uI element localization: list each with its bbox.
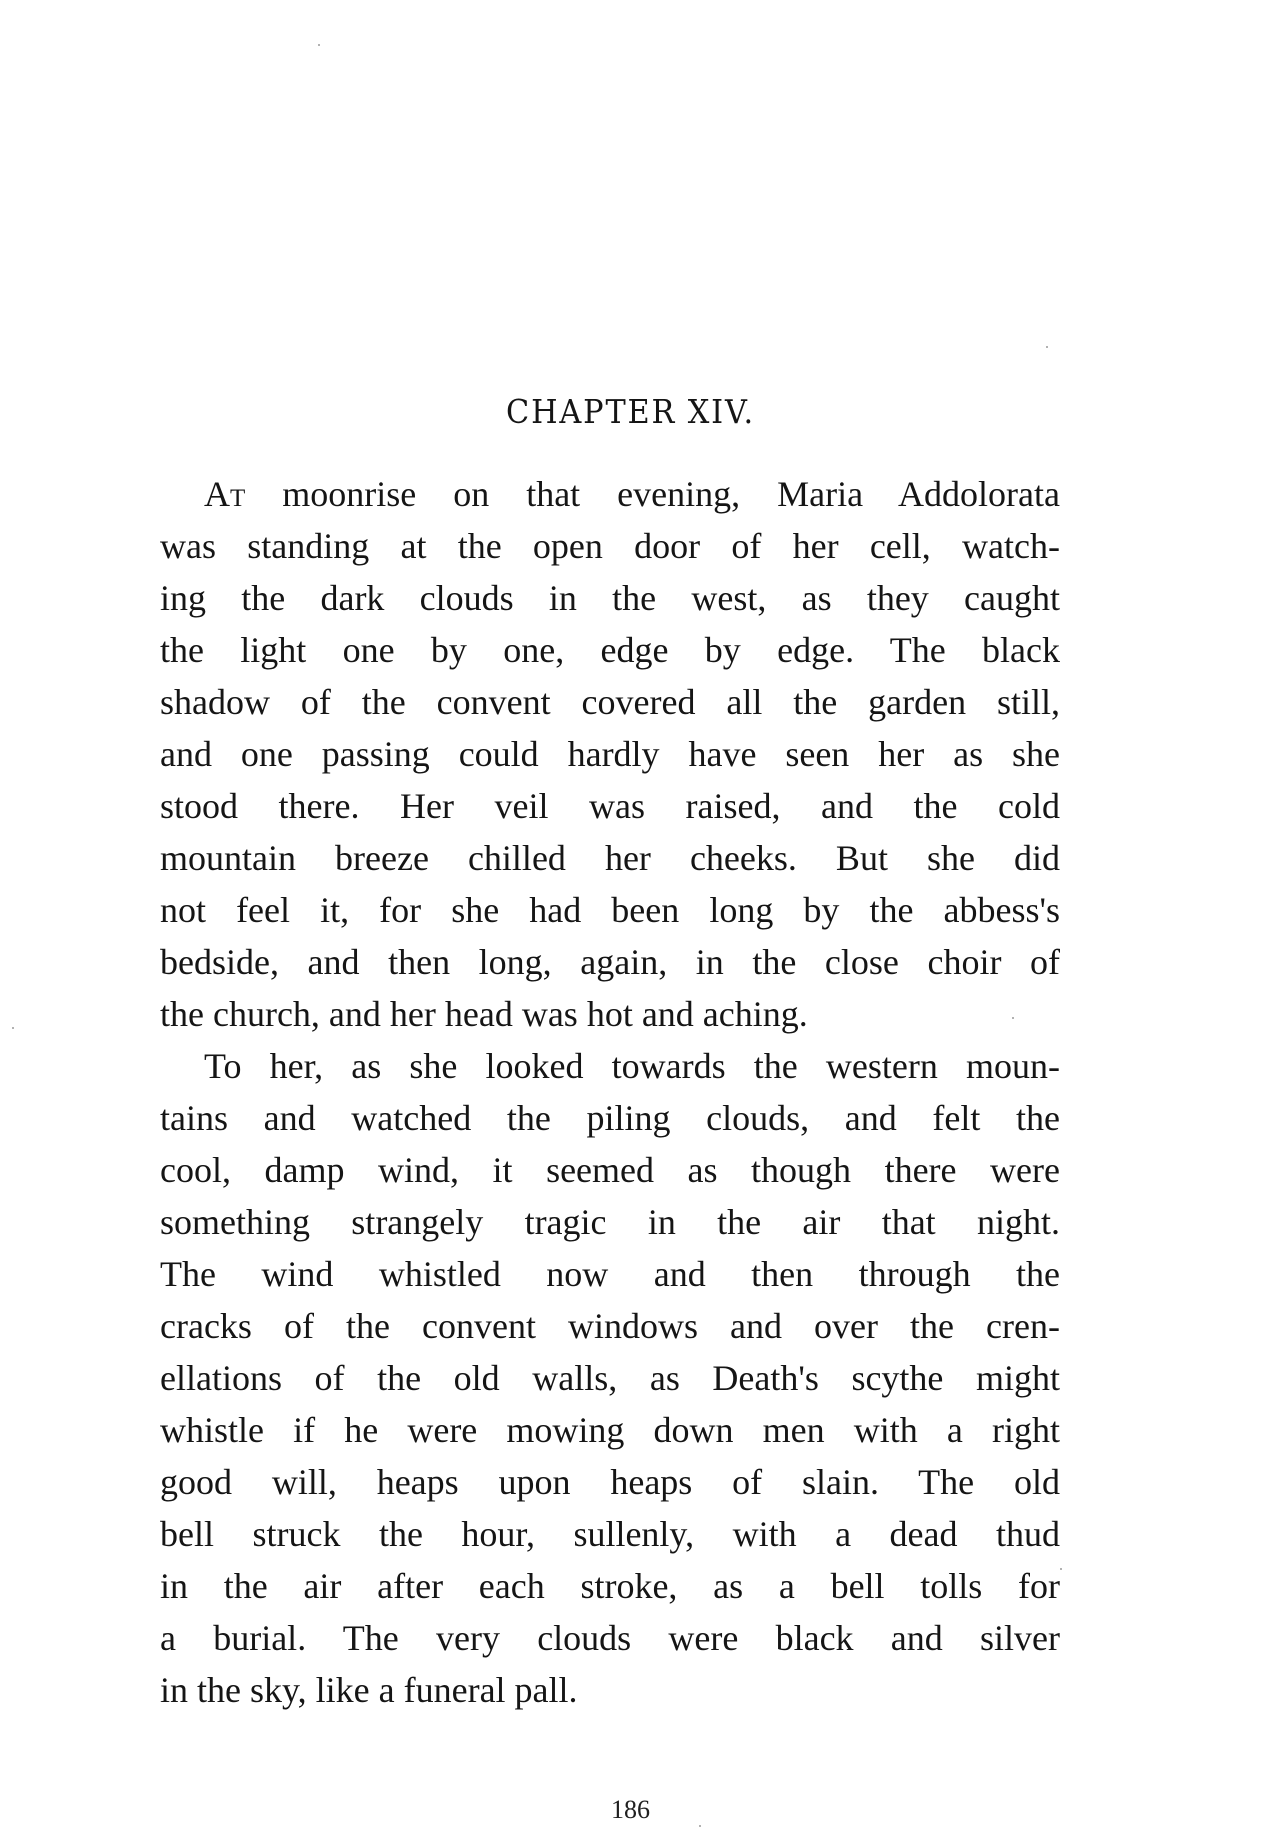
scan-speck bbox=[12, 1027, 14, 1029]
paragraph-2-line-11: in the air after each stroke, as a bell tolls for bbox=[160, 1566, 1060, 1606]
chapter-heading: CHAPTER XIV. bbox=[506, 392, 755, 431]
paragraph-2-line-12: a burial. The very clouds were black and silver bbox=[160, 1618, 1060, 1658]
paragraph-1-line-4: the light one by one, edge by edge. The black bbox=[160, 630, 1060, 670]
paragraph-2-line-2: tains and watched the piling clouds, and felt the bbox=[160, 1098, 1060, 1138]
paragraph-2-line-10: bell struck the hour, sullenly, with a dead thud bbox=[160, 1514, 1060, 1554]
paragraph-1-line-3: ing the dark clouds in the west, as they caught bbox=[160, 578, 1060, 618]
paragraph-2-line-1: To her, as she looked towards the western moun- bbox=[204, 1046, 1060, 1086]
scan-speck bbox=[1060, 1568, 1062, 1570]
paragraph-1-line-2: was standing at the open door of her cell, watch- bbox=[160, 526, 1060, 566]
paragraph-2-line-7: ellations of the old walls, as Death's scythe might bbox=[160, 1358, 1060, 1398]
paragraph-2-line-6: cracks of the convent windows and over the cren- bbox=[160, 1306, 1060, 1346]
first-line-rest: moonrise on that evening, Maria Addolorata bbox=[245, 474, 1060, 514]
scan-speck bbox=[699, 1825, 701, 1827]
paragraph-2-line-5: The wind whistled now and then through the bbox=[160, 1254, 1060, 1294]
paragraph-2-line-3: cool, damp wind, it seemed as though there were bbox=[160, 1150, 1060, 1190]
paragraph-1-line-5: shadow of the convent covered all the garden still, bbox=[160, 682, 1060, 722]
page-number: 186 bbox=[611, 1795, 650, 1824]
paragraph-1-line-7: stood there. Her veil was raised, and the cold bbox=[160, 786, 1060, 826]
paragraph-1-line-8: mountain breeze chilled her cheeks. But she did bbox=[160, 838, 1060, 878]
paragraph-2-line-4: something strangely tragic in the air that night. bbox=[160, 1202, 1060, 1242]
paragraph-2-line-9: good will, heaps upon heaps of slain. The old bbox=[160, 1462, 1060, 1502]
paragraph-1-line-9: not feel it, for she had been long by the abbess's bbox=[160, 890, 1060, 930]
paragraph-2-line-13: in the sky, like a funeral pall. bbox=[160, 1670, 578, 1710]
scan-speck bbox=[1012, 1017, 1014, 1019]
paragraph-1-line-6: and one passing could hardly have seen her as she bbox=[160, 734, 1060, 774]
paragraph-1-line-11: the church, and her head was hot and aching. bbox=[160, 994, 808, 1034]
paragraph-1-line-1 bbox=[204, 468, 1060, 520]
paragraph-2-line-8: whistle if he were mowing down men with a right bbox=[160, 1410, 1060, 1450]
scan-speck bbox=[318, 44, 320, 46]
scan-speck bbox=[1046, 346, 1048, 348]
paragraph-1-line-10: bedside, and then long, again, in the close choir of bbox=[160, 942, 1060, 982]
opening-word: At bbox=[204, 474, 246, 514]
